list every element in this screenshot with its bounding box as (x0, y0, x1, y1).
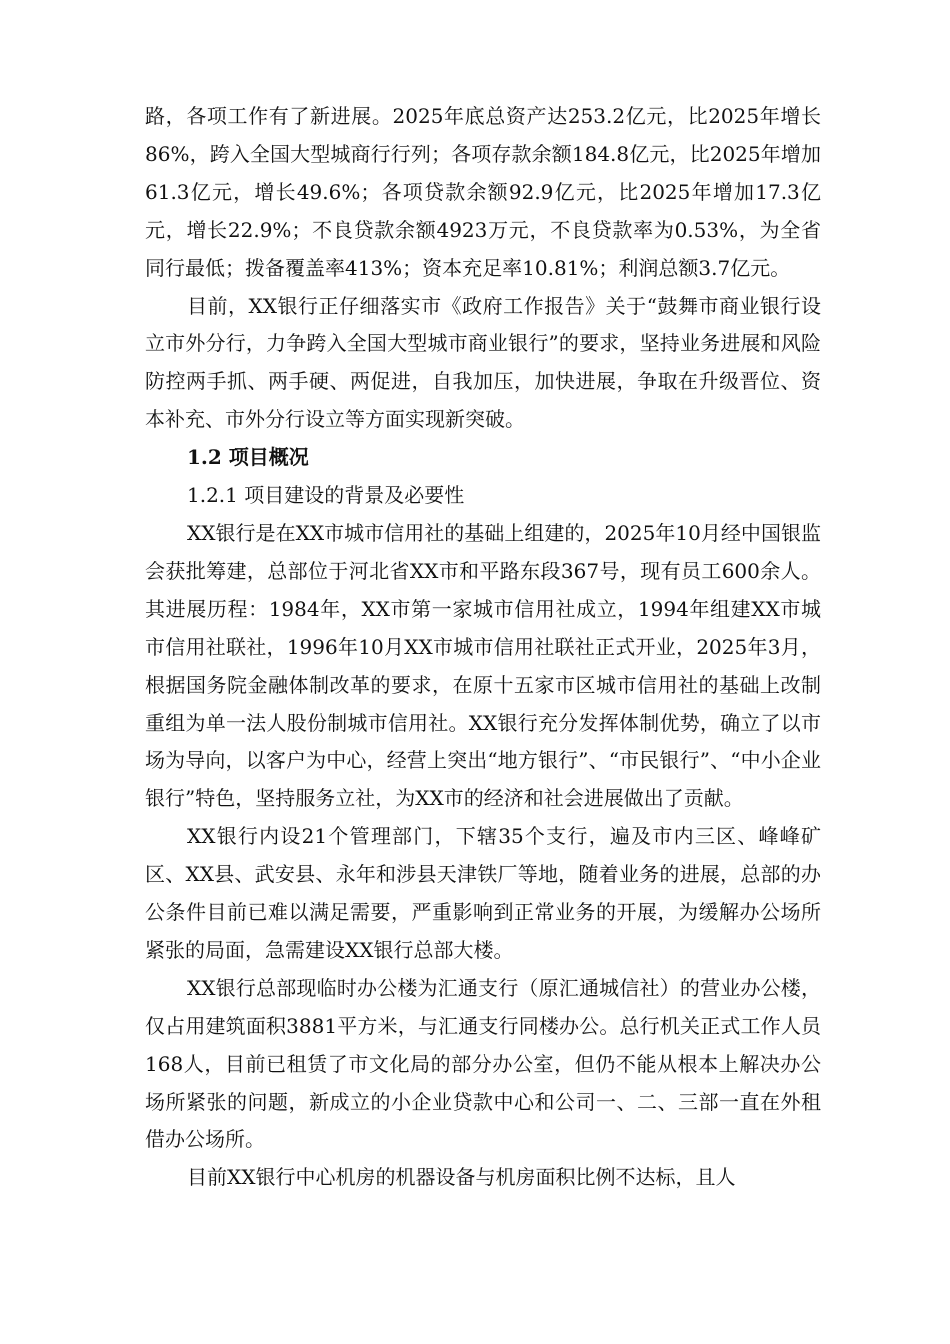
subsection-heading-background: 1.2.1 项目建设的背景及必要性 (187, 483, 465, 508)
paragraph-current-work: 目前，XX银行正仔细落实市《政府工作报告》关于“鼓舞市商业银行设立市外分行，力争跨入全国大型城市商业银行”的要求，坚持业务进展和风险防控两手抓、两手硬、两促进，自我加压，加快进展，争取在升级晋位、资本补充、市外分行设立等方面实现新突破。 (145, 293, 821, 432)
paragraph-departments: XX银行内设21个管理部门，下辖35个支行，遍及市内三区、峰峰矿区、XX县、武安县、永年和涉县天津铁厂等地，随着业务的进展，总部的办公条件目前已难以满足需要，严重影响到正常业务的开展，为缓解办公场所紧张的局面，急需建设XX银行总部大楼。 (145, 824, 821, 962)
paragraph-financial-summary: 路，各项工作有了新进展。2025年底总资产达253.2亿元，比2025年增长86%，跨入全国大型城商行行列；各项存款余额184.8亿元，比2025年增加61.3亿元，增长49.6%；各项贷款余额92.9亿元，比2025年增加17.3亿元，增长22.9%；不良贷款余额4923万元，不良贷款率为0.53%，为全省同行最低；拨备覆盖率413%；资本充足率10.81%；利润总额3.7亿元。 (145, 104, 821, 280)
paragraph-temporary-office: XX银行总部现临时办公楼为汇通支行（原汇通城信社）的营业办公楼，仅占用建筑面积3881平方米，与汇通支行同楼办公。总行机关正式工作人员168人，目前已租赁了市文化局的部分办公室，但仍不能从根本上解决办公场所紧张的问题，新成立的小企业贷款中心和公司一、二、三部一直在外租借办公场所。 (145, 975, 821, 1152)
paragraph-bank-history: XX银行是在XX市城市信用社的基础上组建的，2025年10月经中国银监会获批筹建，总部位于河北省XX市和平路东段367号，现有员工600余人。其进展历程：1984年，XX市第一家城市信用社成立，1994年组建XX市城市信用社联社，1996年10月XX市城市信用社联社正式开业，2025年3月，根据国务院金融体制改革的要求，在原十五家市区城市信用社的基础上改制重组为单一法人股份制城市信用社。XX银行充分发挥体制优势，确立了以市场为导向，以客户为中心，经营上突出“地方银行”、“市民银行”、“中小企业银行”特色，坚持服务立社，为XX市的经济和社会进展做出了贡献。 (145, 520, 821, 811)
document-page (145, 98, 821, 1197)
section-heading-project-overview: 1.2 项目概况 (187, 445, 309, 470)
paragraph-server-room: 目前XX银行中心机房的机器设备与机房面积比例不达标，且人 (187, 1165, 736, 1190)
